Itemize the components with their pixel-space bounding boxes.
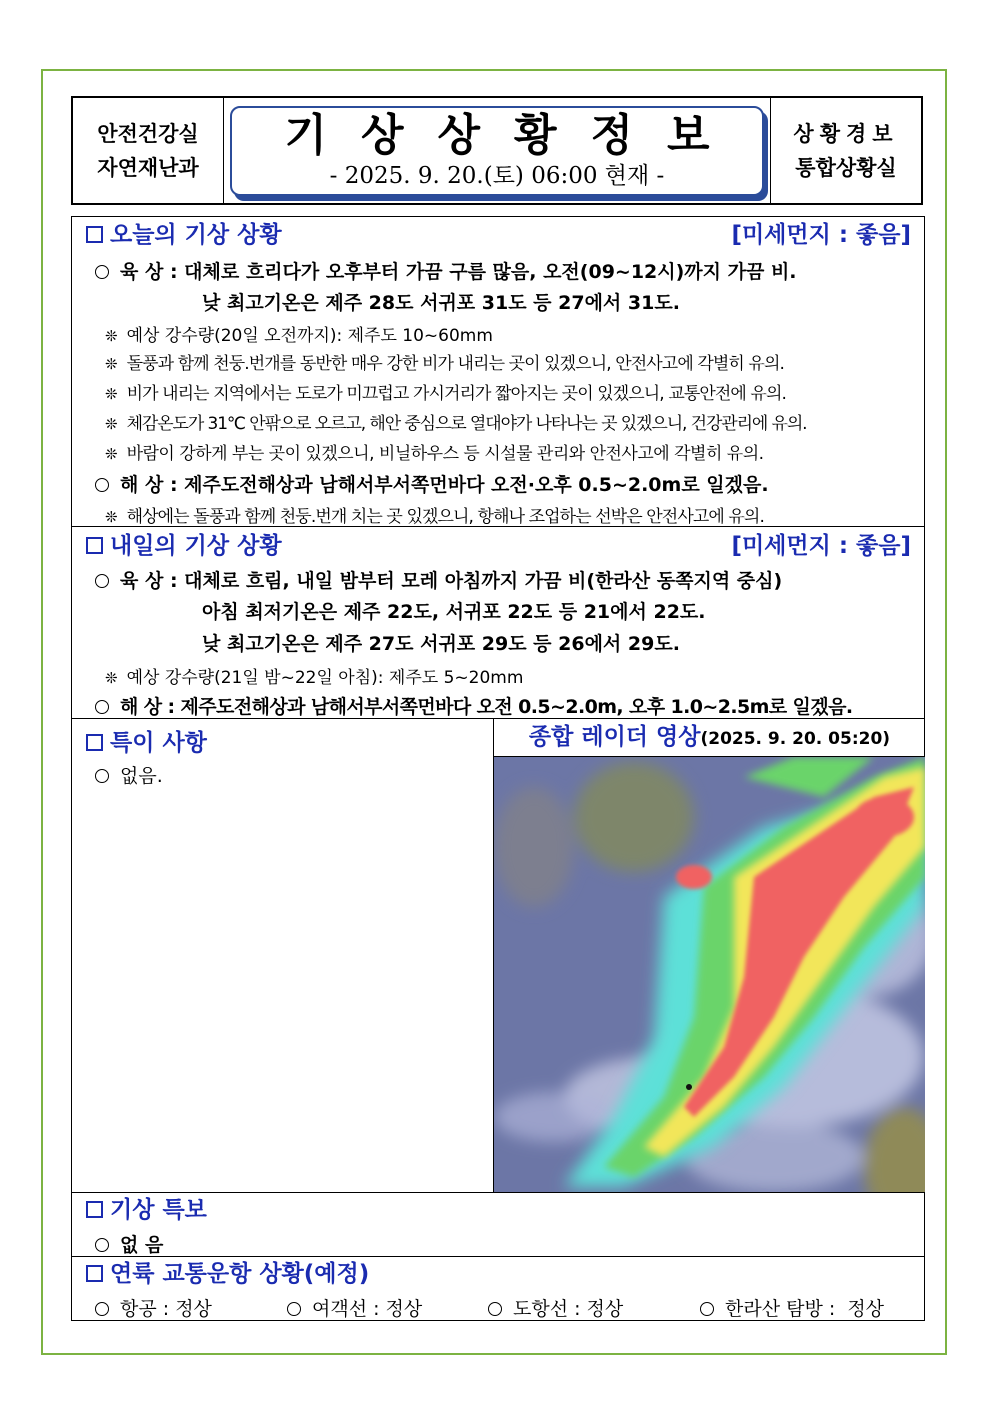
- transport-island-boat: 도항선 : 정상: [488, 1294, 623, 1321]
- office-label: [770, 98, 921, 203]
- radar-panel: [493, 718, 925, 1193]
- today-sea-note: ❊ 해상에는 돌풍과 함께 천둥.번개 치는 곳 있겠으니, 항해나 조업하는 선박은 안전사고에 유의.: [105, 507, 764, 527]
- today-note-2: ❊ 돌풍과 함께 천둥.번개를 동반한 매우 강한 비가 내리는 곳이 있겠으니, 안전사고에 각별히 유의.: [105, 354, 784, 374]
- asterisk-icon: ❊: [105, 355, 118, 373]
- tomorrow-land-line3: 낮 최고기온은 제주 27도 서귀포 29도 등 26에서 29도.: [202, 633, 680, 655]
- today-sea: 해 상 : 제주도전해상과 남해서부서쪽먼바다 오전·오후 0.5~2.0m로 일겠음.: [95, 470, 769, 497]
- header: [71, 96, 923, 205]
- tomorrow-dust-status: [미세먼지 : 좋음]: [731, 533, 911, 559]
- section-transport-heading: 연륙 교통운항 상황(예정): [86, 1255, 369, 1288]
- today-land-line1: 육 상 : 대체로 흐리다가 오후부터 가끔 구름 많음, 오전(09~12시)까지 가끔 비.: [95, 257, 797, 284]
- circle-bullet-icon: [95, 1302, 109, 1316]
- checkbox-icon: [86, 1201, 103, 1218]
- circle-bullet-icon: [700, 1302, 714, 1316]
- asterisk-icon: ❊: [105, 669, 118, 687]
- checkbox-icon: [86, 537, 103, 554]
- checkbox-icon: [86, 1265, 103, 1282]
- tomorrow-land-line2: 아침 최저기온은 제주 22도, 서귀포 22도 등 21에서 22도.: [202, 601, 706, 623]
- warning-item: 없 음: [95, 1230, 163, 1257]
- transport-hallasan: 한라산 탐방 : 정상: [700, 1294, 884, 1321]
- transport-air: 항공 : 정상: [95, 1294, 212, 1321]
- tomorrow-sea: 해 상 : 제주도전해상과 남해서부서쪽먼바다 오전 0.5~2.0m, 오후 1.0~2.5m로 일겠음.: [95, 692, 852, 719]
- asterisk-icon: ❊: [105, 415, 118, 433]
- circle-bullet-icon: [95, 769, 109, 783]
- radar-title: 종합 레이더 영상(2025. 9. 20. 05:20): [528, 724, 891, 750]
- special-item: 없음.: [95, 761, 163, 788]
- checkbox-icon: [86, 226, 103, 243]
- office-line2: 통합상황실: [795, 155, 897, 180]
- circle-bullet-icon: [95, 574, 109, 588]
- section-warning-heading: 기상 특보: [86, 1191, 207, 1224]
- today-note-3: ❊ 비가 내리는 지역에서는 도로가 미끄럽고 가시거리가 짧아지는 곳이 있겠으니, 교통안전에 유의.: [105, 384, 786, 404]
- circle-bullet-icon: [287, 1302, 301, 1316]
- section-tomorrow-heading: 내일의 기상 상황: [86, 527, 282, 560]
- page-title: 기상상황정보: [284, 110, 744, 161]
- section-special-heading: 특이 사항: [86, 724, 207, 757]
- asterisk-icon: ❊: [105, 385, 118, 403]
- circle-bullet-icon: [95, 265, 109, 279]
- radar-image: [494, 756, 925, 1192]
- checkbox-icon: [86, 734, 103, 751]
- circle-bullet-icon: [95, 1238, 109, 1252]
- tomorrow-note: ❊ 예상 강수량(21일 밤~22일 아침): 제주도 5~20mm: [105, 668, 524, 688]
- report-datetime: - 2025. 9. 20.(토) 06:00 현재 -: [329, 163, 665, 189]
- office-line1: 상황경보: [793, 121, 899, 146]
- department-line2: 자연재난과: [97, 155, 199, 180]
- today-note-5: ❊ 바람이 강하게 부는 곳이 있겠으니, 비닐하우스 등 시설물 관리와 안전사고에 각별히 유의.: [105, 444, 764, 464]
- circle-bullet-icon: [95, 478, 109, 492]
- today-note-1: ❊ 예상 강수량(20일 오전까지): 제주도 10~60mm: [105, 326, 493, 346]
- transport-ferry: 여객선 : 정상: [287, 1294, 422, 1321]
- today-land-line2: 낮 최고기온은 제주 28도 서귀포 31도 등 27에서 31도.: [202, 292, 680, 314]
- tomorrow-land-line1: 육 상 : 대체로 흐림, 내일 밤부터 모레 아침까지 가끔 비(한라산 동쪽지역 중심): [95, 566, 782, 593]
- section-today-heading: 오늘의 기상 상황: [86, 216, 282, 249]
- department-label: [73, 98, 224, 203]
- title-box: [230, 106, 764, 196]
- asterisk-icon: ❊: [105, 327, 118, 345]
- today-dust-status: [미세먼지 : 좋음]: [731, 222, 911, 248]
- department-line1: 안전건강실: [97, 121, 199, 146]
- today-note-4: ❊ 체감온도가 31℃ 안팎으로 오르고, 해안 중심으로 열대야가 나타나는 곳 있겠으니, 건강관리에 유의.: [105, 414, 807, 434]
- asterisk-icon: ❊: [105, 445, 118, 463]
- circle-bullet-icon: [488, 1302, 502, 1316]
- asterisk-icon: ❊: [105, 508, 118, 526]
- circle-bullet-icon: [95, 700, 109, 714]
